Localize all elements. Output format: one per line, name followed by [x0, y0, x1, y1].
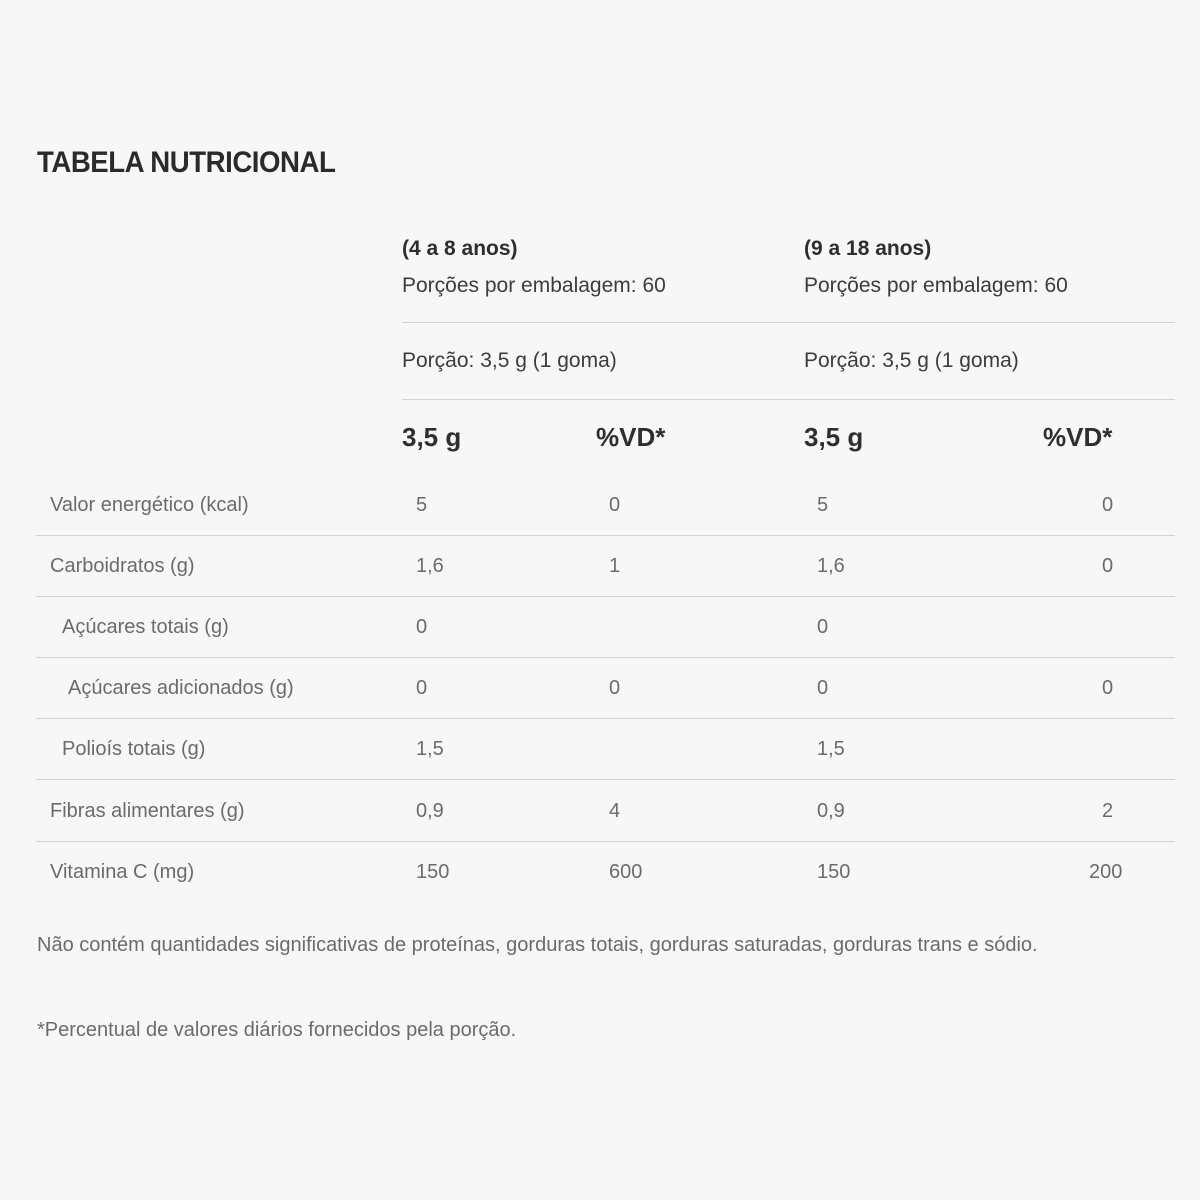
group2-vd: 200: [1089, 861, 1123, 883]
group2-vd: 0: [1102, 555, 1114, 577]
page-title: TABELA NUTRICIONAL: [37, 146, 336, 179]
nutrient-label: Açúcares adicionados (g): [68, 677, 294, 699]
group1-age: (4 a 8 anos): [402, 237, 518, 260]
group1-vd-header: %VD*: [596, 422, 666, 452]
group1-portion: Porção: 3,5 g (1 goma): [402, 349, 617, 372]
footnote: *Percentual de valores diários fornecidos pela porção.: [37, 1019, 517, 1041]
group1-portions-per-package: Porções por embalagem: 60: [402, 274, 666, 297]
group2-amount-header: 3,5 g: [804, 422, 864, 452]
table-row: [36, 597, 1175, 658]
group2-portions-per-package: Porções por embalagem: 60: [804, 274, 1068, 297]
table-row: [36, 719, 1175, 780]
group1-amount-header: 3,5 g: [402, 422, 462, 452]
group2-amount: 0: [817, 677, 829, 699]
group2-amount: 150: [817, 861, 851, 883]
group1-vd: 1: [609, 555, 621, 577]
group1-vd: 0: [609, 494, 621, 516]
table-row: [36, 475, 1175, 536]
group2-amount: 1,6: [817, 555, 845, 577]
group1-amount: 5: [416, 494, 428, 516]
group1-amount: 150: [416, 861, 450, 883]
group1-vd: 4: [609, 800, 621, 822]
group2-vd-header: %VD*: [1043, 422, 1113, 452]
group2-vd: 2: [1102, 800, 1114, 822]
table-row: [36, 658, 1175, 719]
group1-amount: 0: [416, 616, 428, 638]
nutrient-label: Fibras alimentares (g): [50, 800, 245, 822]
header-divider: [402, 399, 1175, 400]
group1-amount: 0: [416, 677, 428, 699]
header-divider: [402, 322, 1175, 323]
group1-vd: 0: [609, 677, 621, 699]
group2-vd: 0: [1102, 494, 1114, 516]
group2-amount: 1,5: [817, 738, 845, 760]
table-row: [36, 842, 1175, 903]
table-row: [36, 781, 1175, 842]
nutrient-label: Vitamina C (mg): [50, 861, 195, 883]
group2-amount: 0: [817, 616, 829, 638]
row-divider: [36, 779, 1175, 780]
not-significant-note: Não contém quantidades significativas de proteínas, gorduras totais, gorduras saturadas, gorduras trans e sódio.: [37, 934, 1038, 956]
group2-amount: 0,9: [817, 800, 845, 822]
nutrient-label: Açúcares totais (g): [62, 616, 229, 638]
nutrient-label: Carboidratos (g): [50, 555, 195, 577]
group1-amount: 1,5: [416, 738, 444, 760]
group1-amount: 1,6: [416, 555, 444, 577]
nutrient-label: Valor energético (kcal): [50, 494, 249, 516]
group1-vd: 600: [609, 861, 643, 883]
group1-amount: 0,9: [416, 800, 444, 822]
group2-portion: Porção: 3,5 g (1 goma): [804, 349, 1019, 372]
group2-age: (9 a 18 anos): [804, 237, 932, 260]
group2-vd: 0: [1102, 677, 1114, 699]
group2-amount: 5: [817, 494, 829, 516]
nutrient-label: Polioís totais (g): [62, 738, 206, 760]
table-row: [36, 536, 1175, 597]
